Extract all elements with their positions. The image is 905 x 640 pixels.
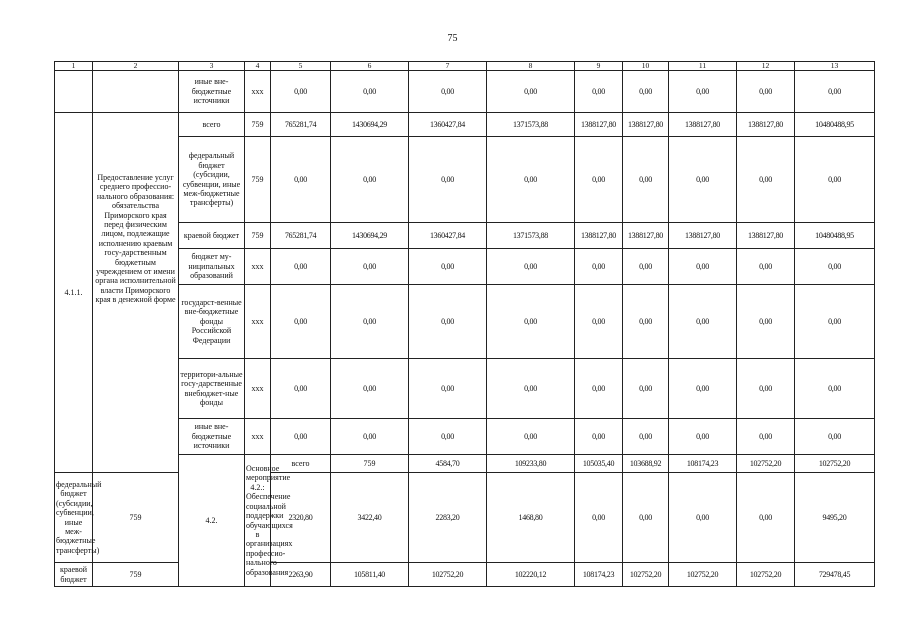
value-cell: 0,00	[669, 359, 737, 419]
value-cell: 2263,90	[271, 563, 331, 587]
source-cell: территори-альные госу-дарственные внебюджет-ные фонды	[179, 359, 245, 419]
value-cell: 0,00	[669, 285, 737, 359]
value-cell: 0,00	[331, 71, 409, 113]
header-cell: 12	[737, 62, 795, 71]
value-cell: 0,00	[737, 359, 795, 419]
code-column-cell: xxx	[245, 359, 271, 419]
value-cell: 0,00	[271, 137, 331, 223]
header-cell: 5	[271, 62, 331, 71]
value-cell: 1430694,29	[331, 223, 409, 249]
value-cell: 0,00	[795, 137, 875, 223]
value-cell: 1388127,80	[669, 113, 737, 137]
value-cell: 0,00	[669, 473, 737, 563]
group-name: Предоставление услуг среднего профессио-нального образования: обязательства Приморского края перед физическим лицом, подлежащие исполнению краевым госу-дарственным бюджетным учреждением от имени органа исполнительной власти Приморского края в денежной форме	[93, 113, 179, 473]
value-cell: 102752,20	[623, 563, 669, 587]
value-cell: 10480488,95	[795, 113, 875, 137]
code-column-cell: 759	[245, 223, 271, 249]
value-cell: 0,00	[409, 419, 487, 455]
value-cell: 10480488,95	[795, 223, 875, 249]
value-cell: 102752,20	[795, 455, 875, 473]
value-cell: 0,00	[409, 285, 487, 359]
header-cell: 10	[623, 62, 669, 71]
header-cell: 3	[179, 62, 245, 71]
value-cell: 0,00	[623, 285, 669, 359]
value-cell: 3422,40	[331, 473, 409, 563]
value-cell: 0,00	[331, 137, 409, 223]
value-cell: 0,00	[487, 285, 575, 359]
value-cell: 0,00	[669, 137, 737, 223]
code-column-cell: 759	[245, 113, 271, 137]
value-cell: 0,00	[271, 285, 331, 359]
value-cell: 0,00	[737, 473, 795, 563]
value-cell: 0,00	[331, 249, 409, 285]
value-cell: 1371573,88	[487, 223, 575, 249]
budget-table	[54, 61, 875, 587]
value-cell: 0,00	[795, 285, 875, 359]
value-cell: 108174,23	[575, 563, 623, 587]
header-cell: 11	[669, 62, 737, 71]
value-cell: 0,00	[575, 419, 623, 455]
source-cell: федеральный бюджет (субсидии, субвенции, иные меж-бюджетные трансферты)	[179, 137, 245, 223]
value-cell: 0,00	[487, 359, 575, 419]
value-cell: 1388127,80	[737, 223, 795, 249]
value-cell: 729478,45	[795, 563, 875, 587]
code-column-cell: 759	[331, 455, 409, 473]
value-cell: 0,00	[795, 359, 875, 419]
header-row	[55, 62, 875, 71]
code-column-cell: 759	[93, 473, 179, 563]
value-cell: 0,00	[487, 71, 575, 113]
value-cell: 0,00	[575, 71, 623, 113]
code-column-cell: xxx	[245, 249, 271, 285]
value-cell: 0,00	[271, 419, 331, 455]
value-cell: 0,00	[737, 137, 795, 223]
value-cell: 0,00	[575, 359, 623, 419]
source-cell: краевой бюджет	[55, 563, 93, 587]
value-cell: 0,00	[331, 359, 409, 419]
value-cell: 1430694,29	[331, 113, 409, 137]
value-cell: 0,00	[737, 419, 795, 455]
value-cell: 0,00	[331, 419, 409, 455]
value-cell: 1388127,80	[623, 113, 669, 137]
value-cell: 0,00	[271, 249, 331, 285]
source-cell: государст-венные вне-бюджетные фонды Российской Федерации	[179, 285, 245, 359]
value-cell: 0,00	[409, 71, 487, 113]
value-cell: 1360427,84	[409, 113, 487, 137]
value-cell: 0,00	[487, 249, 575, 285]
value-cell: 0,00	[623, 249, 669, 285]
header-cell: 1	[55, 62, 93, 71]
value-cell: 102752,20	[737, 563, 795, 587]
table-row	[55, 563, 875, 587]
value-cell: 1388127,80	[575, 113, 623, 137]
table-row	[55, 473, 875, 563]
group-name: Основное мероприятие 4.2.: Обеспечение социальной поддержки обучающихся в организациях профессио-нального образования	[245, 455, 271, 587]
code-column-cell: xxx	[245, 419, 271, 455]
value-cell: 0,00	[737, 71, 795, 113]
value-cell: 0,00	[623, 71, 669, 113]
value-cell: 102752,20	[669, 563, 737, 587]
value-cell: 0,00	[487, 419, 575, 455]
value-cell: 1468,80	[487, 473, 575, 563]
source-cell: иные вне-бюджетные источники	[179, 71, 245, 113]
value-cell: 105811,40	[331, 563, 409, 587]
value-cell: 2283,20	[409, 473, 487, 563]
source-cell: краевой бюджет	[179, 223, 245, 249]
header-cell: 13	[795, 62, 875, 71]
source-cell: иные вне-бюджетные источники	[179, 419, 245, 455]
value-cell: 0,00	[575, 249, 623, 285]
source-cell: бюджет му-ниципальных образований	[179, 249, 245, 285]
code-column-cell: xxx	[245, 71, 271, 113]
value-cell: 4584,70	[409, 455, 487, 473]
value-cell: 105035,40	[575, 455, 623, 473]
group-code: 4.2.	[179, 455, 245, 587]
value-cell: 0,00	[623, 473, 669, 563]
value-cell: 0,00	[409, 137, 487, 223]
value-cell: 0,00	[669, 249, 737, 285]
value-cell: 0,00	[737, 285, 795, 359]
value-cell: 108174,23	[669, 455, 737, 473]
header-cell: 7	[409, 62, 487, 71]
value-cell: 2320,80	[271, 473, 331, 563]
header-cell: 6	[331, 62, 409, 71]
value-cell: 109233,80	[487, 455, 575, 473]
value-cell: 0,00	[737, 249, 795, 285]
value-cell: 0,00	[487, 137, 575, 223]
value-cell: 0,00	[623, 359, 669, 419]
value-cell: 0,00	[623, 137, 669, 223]
value-cell: 0,00	[409, 359, 487, 419]
code-column-cell: xxx	[245, 285, 271, 359]
value-cell: 765281,74	[271, 223, 331, 249]
value-cell: 1360427,84	[409, 223, 487, 249]
value-cell: 0,00	[795, 71, 875, 113]
value-cell: 0,00	[623, 419, 669, 455]
value-cell: 102220,12	[487, 563, 575, 587]
source-cell: всего	[179, 113, 245, 137]
page-number: 75	[447, 33, 458, 44]
value-cell: 0,00	[669, 419, 737, 455]
source-cell: всего	[271, 455, 331, 473]
group-code: 4.1.1.	[55, 113, 93, 473]
value-cell: 0,00	[795, 249, 875, 285]
code-column-cell: 759	[245, 137, 271, 223]
value-cell: 1388127,80	[669, 223, 737, 249]
value-cell: 0,00	[271, 71, 331, 113]
value-cell: 1371573,88	[487, 113, 575, 137]
name-cell	[93, 71, 179, 113]
header-cell: 4	[245, 62, 271, 71]
header-cell: 9	[575, 62, 623, 71]
table-row	[55, 71, 875, 113]
code-cell	[55, 71, 93, 113]
value-cell: 9495,20	[795, 473, 875, 563]
value-cell: 103688,92	[623, 455, 669, 473]
value-cell: 0,00	[331, 285, 409, 359]
value-cell: 0,00	[795, 419, 875, 455]
value-cell: 0,00	[575, 137, 623, 223]
header-cell: 8	[487, 62, 575, 71]
value-cell: 0,00	[271, 359, 331, 419]
value-cell: 102752,20	[737, 455, 795, 473]
value-cell: 0,00	[575, 285, 623, 359]
value-cell: 1388127,80	[737, 113, 795, 137]
value-cell: 0,00	[409, 249, 487, 285]
value-cell: 1388127,80	[575, 223, 623, 249]
value-cell: 0,00	[575, 473, 623, 563]
table-row	[55, 113, 875, 137]
value-cell: 765281,74	[271, 113, 331, 137]
value-cell: 0,00	[669, 71, 737, 113]
value-cell: 102752,20	[409, 563, 487, 587]
code-column-cell: 759	[93, 563, 179, 587]
source-cell: федеральный бюджет (субсидии, субвенции, иные меж-бюджетные трансферты)	[55, 473, 93, 563]
header-cell: 2	[93, 62, 179, 71]
value-cell: 1388127,80	[623, 223, 669, 249]
